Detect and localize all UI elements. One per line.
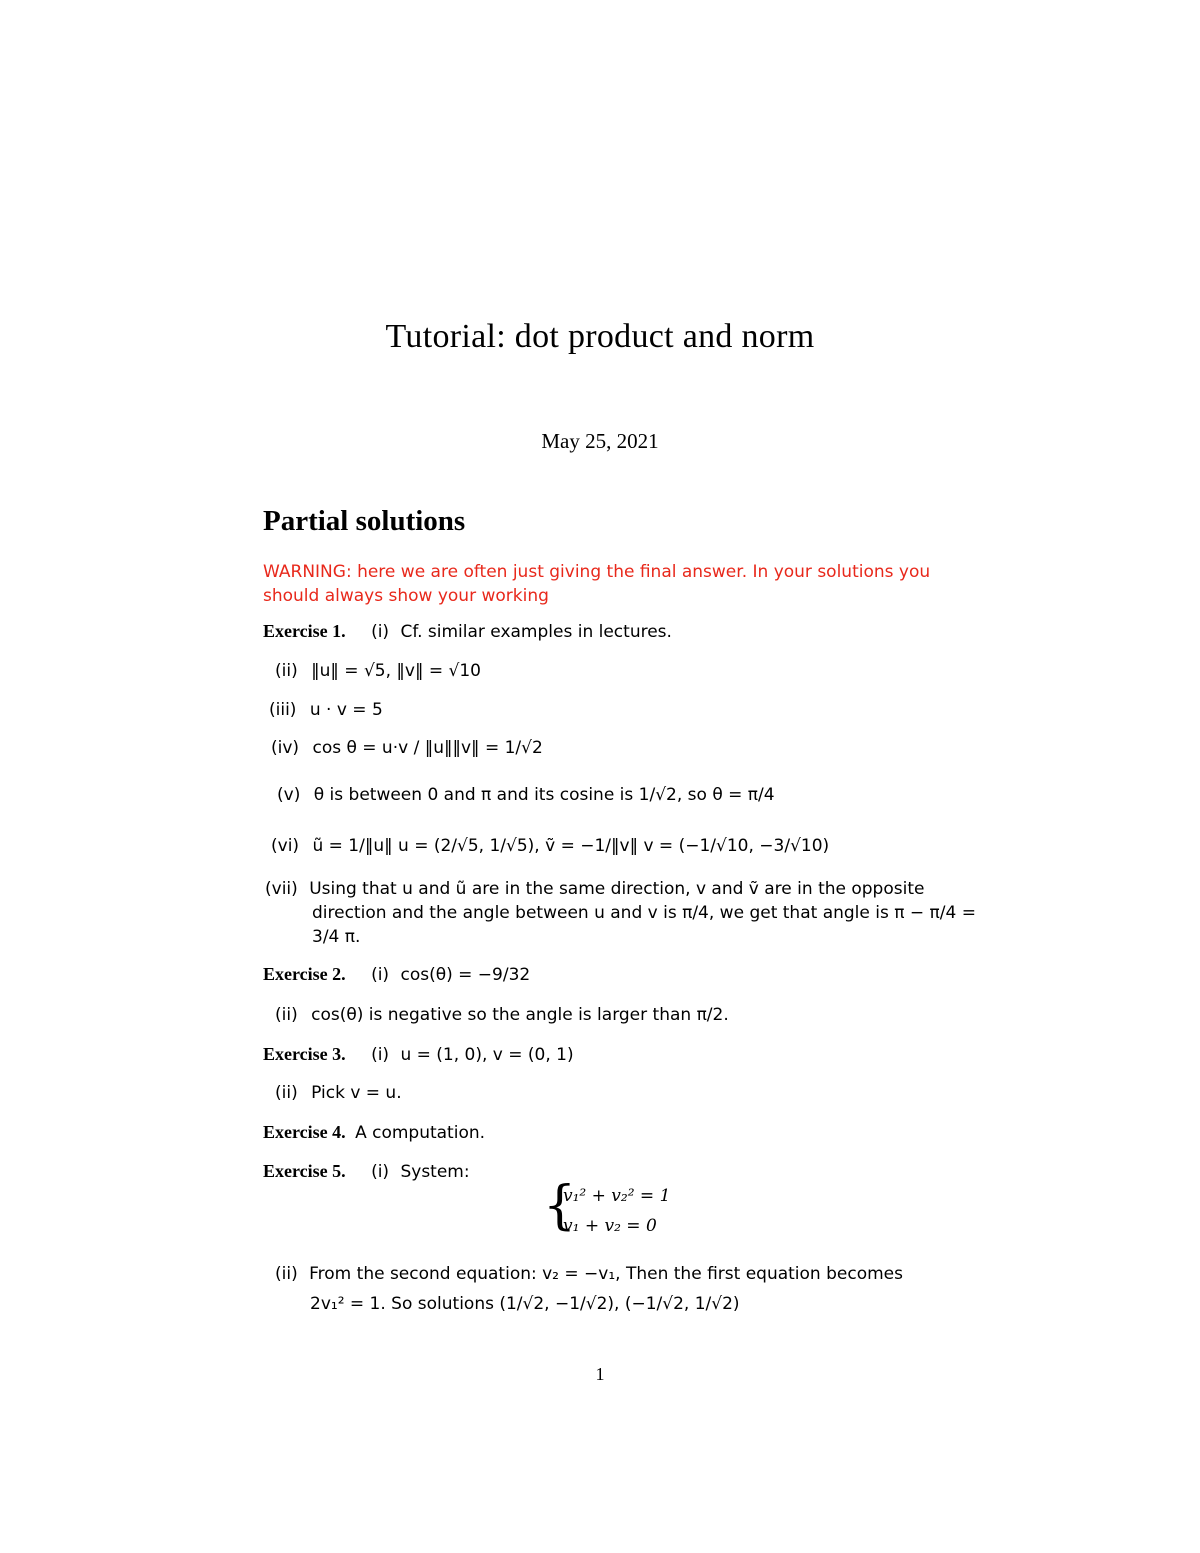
system-brace: { — [543, 1176, 577, 1236]
ex1-part-vii-line2: direction and the angle between u and v is π/4, we get that angle is π − π/4 = — [312, 903, 976, 923]
ex4-text: A computation. — [355, 1123, 486, 1143]
system-eq1: v₁² + v₂² = 1 — [563, 1186, 671, 1206]
ex1-part-ii-text: ‖u‖ = √5, ‖v‖ = √10 — [311, 661, 481, 681]
exercise-4-line — [263, 1122, 485, 1143]
ex1-part-iii-text: u · v = 5 — [309, 700, 383, 720]
page-number: 1 — [595, 1364, 605, 1384]
ex1-part-i-text: Cf. similar examples in lectures. — [400, 622, 672, 642]
ex3-part-i-num: (i) — [371, 1045, 390, 1065]
ex1-part-vi — [271, 836, 829, 856]
ex1-part-vi-num: (vi) — [271, 836, 300, 856]
document-date: May 25, 2021 — [541, 429, 659, 453]
exercise-2-line — [263, 964, 530, 985]
system-eq2: v₁ + v₂ = 0 — [563, 1216, 657, 1236]
exercise-1-label: Exercise 1. — [263, 621, 346, 641]
ex2-part-ii-num: (ii) — [275, 1005, 298, 1025]
section-title: Partial solutions — [263, 505, 466, 537]
ex1-part-v — [277, 785, 775, 805]
ex1-part-i-num: (i) — [371, 622, 390, 642]
ex1-part-v-num: (v) — [277, 785, 301, 805]
ex1-part-ii-num: (ii) — [275, 661, 298, 681]
ex1-part-vii-line3: 3/4 π. — [312, 927, 361, 947]
ex3-part-ii-num: (ii) — [275, 1083, 298, 1103]
ex1-part-vii-line1: Using that u and ũ are in the same direction, v and ṽ are in the opposite — [309, 879, 925, 899]
ex2-part-ii — [275, 1005, 729, 1025]
ex1-part-vii — [265, 877, 976, 949]
ex3-part-ii — [275, 1083, 402, 1103]
ex1-part-v-text: θ is between 0 and π and its cosine is 1/√2, so θ = π/4 — [313, 785, 775, 805]
ex1-part-iv — [271, 738, 543, 758]
ex2-part-i-text: cos(θ) = −9/32 — [400, 965, 531, 985]
ex5-part-i-num: (i) — [371, 1162, 390, 1182]
ex1-part-iii-num: (iii) — [269, 700, 297, 720]
exercise-5-line — [263, 1161, 470, 1182]
exercise-5-label: Exercise 5. — [263, 1161, 346, 1181]
ex3-part-ii-text: Pick v = u. — [311, 1083, 402, 1103]
ex5-part-ii-num: (ii) — [275, 1264, 298, 1284]
page-title: Tutorial: dot product and norm — [385, 318, 815, 355]
exercise-4-label: Exercise 4. — [263, 1122, 346, 1142]
ex3-part-i-text: u = (1, 0), v = (0, 1) — [400, 1045, 574, 1065]
ex5-part-ii — [275, 1262, 945, 1316]
ex1-part-iv-text: cos θ = u·v / ‖u‖‖v‖ = 1/√2 — [312, 738, 543, 758]
ex1-part-vii-num: (vii) — [265, 879, 298, 899]
ex5-part-i-text: System: — [400, 1162, 470, 1182]
exercise-3-line — [263, 1044, 574, 1065]
ex5-part-ii-line1: From the second equation: v₂ = −v₁, Then the first equation becomes — [309, 1264, 903, 1284]
warning-text: WARNING: here we are often just giving the final answer. In your solutions you should always show your working — [263, 562, 931, 606]
exercise-1-line — [263, 621, 672, 642]
ex1-part-iii — [269, 700, 383, 720]
ex1-part-iv-num: (iv) — [271, 738, 300, 758]
ex2-part-i-num: (i) — [371, 965, 390, 985]
ex5-part-ii-line2: 2v₁² = 1. So solutions (1/√2, −1/√2), (−1/√2, 1/√2) — [310, 1294, 740, 1314]
exercise-2-label: Exercise 2. — [263, 964, 346, 984]
ex2-part-ii-text: cos(θ) is negative so the angle is larger than π/2. — [311, 1005, 729, 1025]
exercise-3-label: Exercise 3. — [263, 1044, 346, 1064]
ex1-part-vi-text: ũ = 1/‖u‖ u = (2/√5, 1/√5), ṽ = −1/‖v‖ v = (−1/√10, −3/√10) — [312, 836, 830, 856]
ex1-part-ii — [275, 661, 481, 681]
